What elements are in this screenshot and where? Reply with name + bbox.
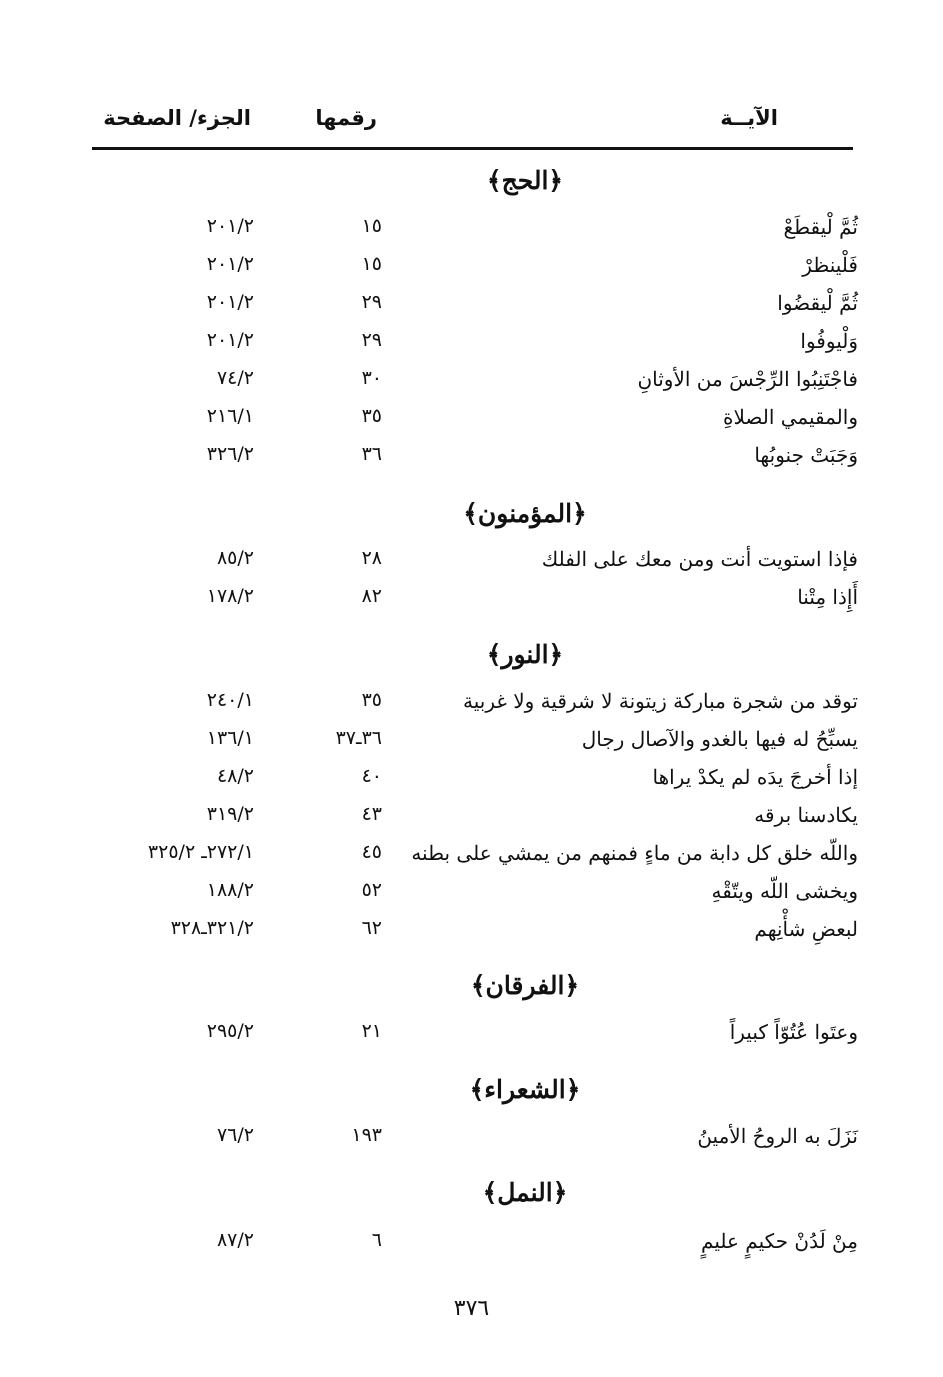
volume-page-ref: ٢١٦/١ xyxy=(206,405,254,427)
volume-page-ref: ٤٨/٢ xyxy=(216,765,254,787)
table-row xyxy=(0,917,943,951)
verse-number: ٤٠ xyxy=(361,765,382,787)
verse-number: ١٩٣ xyxy=(351,1124,382,1146)
verse-text: وعتَوا عُتُوّاً كبيراً xyxy=(729,1020,858,1044)
verse-number: ٤٥ xyxy=(361,841,382,863)
verse-text: وَلْيوفُوا xyxy=(800,329,858,353)
table-row xyxy=(0,329,943,363)
surah-title: ﴿الحج﴾ xyxy=(486,166,564,195)
table-row xyxy=(0,803,943,837)
volume-page-ref: ٢٤٠/١ xyxy=(206,689,254,711)
surah-title: ﴿الشعراء﴾ xyxy=(469,1075,581,1104)
volume-page-ref: ١٨٨/٢ xyxy=(206,879,254,901)
verse-number: ٨٢ xyxy=(361,585,382,607)
table-row xyxy=(0,1020,943,1054)
verse-number: ٥٢ xyxy=(361,879,382,901)
volume-page-ref: ٢٩٥/٢ xyxy=(206,1020,254,1042)
verse-text: فَلْينظرْ xyxy=(802,253,858,277)
verse-number: ٣٦ـ٣٧ xyxy=(335,727,382,749)
verse-text: يكادسنا برقه xyxy=(754,803,858,827)
verse-number: ٦ xyxy=(371,1229,382,1251)
verse-number: ٦٢ xyxy=(361,917,382,939)
verse-text: ثُمَّ لْيقطَعْ xyxy=(783,215,858,239)
column-header-number: رقمها xyxy=(315,106,377,130)
volume-page-ref: ٢٠١/٢ xyxy=(206,215,254,237)
volume-page-ref: ١٣٦/١ xyxy=(206,727,254,749)
volume-page-ref: ٧٤/٢ xyxy=(216,367,254,389)
verse-text: فاجْتَنِبُوا الرِّجْسَ من الأوثانِ xyxy=(637,367,858,391)
table-row xyxy=(0,1229,943,1263)
table-row xyxy=(0,879,943,913)
verse-text: وَجَبَتْ جنوبُها xyxy=(754,443,858,467)
volume-page-ref: ١٧٨/٢ xyxy=(206,585,254,607)
verse-text: نَزَلَ به الروحُ الأمينُ xyxy=(697,1124,858,1148)
verse-number: ٢١ xyxy=(361,1020,382,1042)
volume-page-ref: ٣٢١/٢ـ٣٢٨ xyxy=(170,917,254,939)
table-row xyxy=(0,291,943,325)
verse-text: والمقيمي الصلاةِ xyxy=(722,405,858,429)
verse-text: ويخشى اللّه ويتّقْهِ xyxy=(711,879,858,903)
verse-text: أَإِذا مِتْنا xyxy=(797,585,858,609)
verse-text: ثُمَّ لْيقضُوا xyxy=(777,291,858,315)
verse-text: يسبِّحُ له فيها بالغدو والآصال رجال xyxy=(581,727,858,751)
table-row xyxy=(0,765,943,799)
verse-number: ٢٩ xyxy=(361,329,382,351)
verse-number: ٣٦ xyxy=(361,443,382,465)
column-header-verse: الآيــة xyxy=(720,106,778,130)
page-number: ٣٧٦ xyxy=(453,1296,490,1321)
volume-page-ref: ٨٧/٢ xyxy=(216,1229,254,1251)
surah-title: ﴿النمل﴾ xyxy=(482,1178,568,1207)
verse-text: إذا أخرجَ يدَه لم يكدْ يراها xyxy=(652,765,858,789)
verse-text: فإذا استويت أنت ومن معك على الفلك xyxy=(541,547,858,571)
verse-number: ٣٠ xyxy=(361,367,382,389)
volume-page-ref: ٨٥/٢ xyxy=(216,547,254,569)
verse-number: ١٥ xyxy=(361,215,382,237)
verse-text: لبعضِ شأْنِهم xyxy=(754,917,858,941)
verse-number: ٣٥ xyxy=(361,405,382,427)
table-row xyxy=(0,1124,943,1158)
table-row xyxy=(0,547,943,581)
table-row xyxy=(0,367,943,401)
verse-number: ٢٩ xyxy=(361,291,382,313)
volume-page-ref: ٣١٩/٢ xyxy=(206,803,254,825)
volume-page-ref: ٢٧٢/١ـ ٣٢٥/٢ xyxy=(147,841,254,863)
verse-number: ٤٣ xyxy=(361,803,382,825)
verse-text: توقد من شجرة مباركة زيتونة لا شرقية ولا غربية xyxy=(463,689,858,713)
header-rule xyxy=(92,147,853,150)
table-row xyxy=(0,253,943,287)
column-header-reference: الجزء/ الصفحة xyxy=(103,106,251,130)
surah-title: ﴿المؤمنون﴾ xyxy=(463,499,587,528)
table-row xyxy=(0,585,943,619)
volume-page-ref: ٣٢٦/٢ xyxy=(206,443,254,465)
volume-page-ref: ٧٦/٢ xyxy=(216,1124,254,1146)
verse-number: ٣٥ xyxy=(361,689,382,711)
verse-number: ١٥ xyxy=(361,253,382,275)
surah-title: ﴿النور﴾ xyxy=(486,640,564,669)
volume-page-ref: ٢٠١/٢ xyxy=(206,291,254,313)
table-row xyxy=(0,727,943,761)
verse-text: واللّه خلق كل دابة من ماءٍ فمنهم من يمشي على بطنه xyxy=(411,841,858,865)
volume-page-ref: ٢٠١/٢ xyxy=(206,253,254,275)
table-row xyxy=(0,689,943,723)
verse-text: مِنْ لَدُنْ حكيمٍ عليمٍ xyxy=(701,1229,858,1253)
table-row xyxy=(0,215,943,249)
surah-title: ﴿الفرقان﴾ xyxy=(470,971,580,1000)
table-row xyxy=(0,405,943,439)
volume-page-ref: ٢٠١/٢ xyxy=(206,329,254,351)
table-row xyxy=(0,841,943,875)
verse-number: ٢٨ xyxy=(361,547,382,569)
table-row xyxy=(0,443,943,477)
